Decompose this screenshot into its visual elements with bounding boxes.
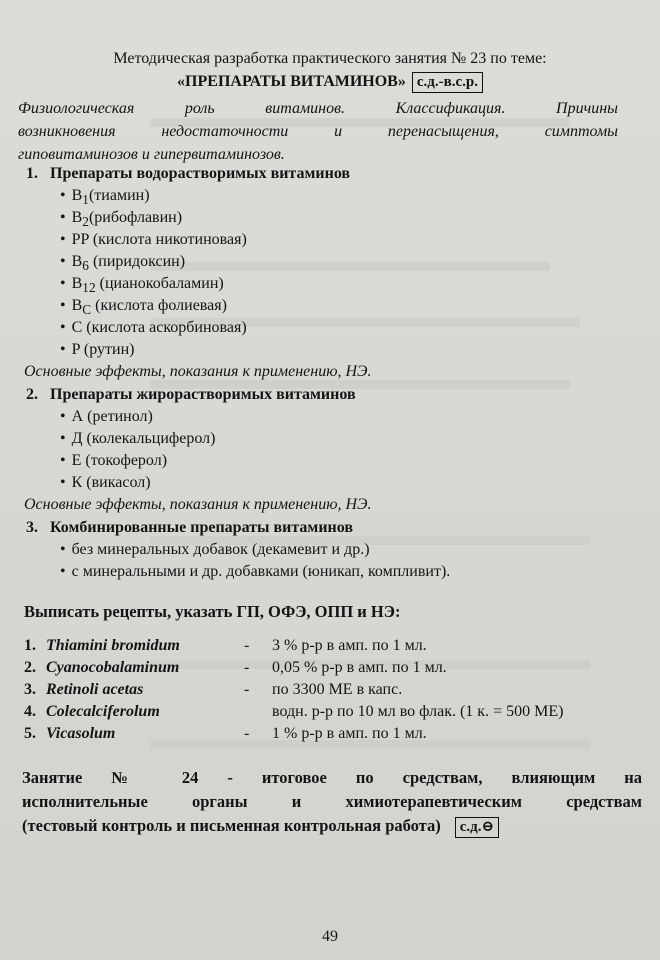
- list-item: • Д (колекальциферол): [60, 430, 215, 448]
- section-heading: [26, 519, 353, 537]
- section-heading: [26, 386, 356, 404]
- prescription-item: 1. Thiamini bromidum - 3 % р-р в амп. по 1 мл.: [24, 637, 427, 654]
- list-item: • $B_6$ (пиридоксин): [60, 253, 185, 274]
- section-number: 3.: [26, 519, 38, 536]
- section-title: Препараты жирорастворимых витаминов: [50, 386, 356, 403]
- list-item: • $B_{12}$ (цианокобаламин): [60, 275, 224, 296]
- header-line: Методическая разработка практического занятия № 23 по теме:: [113, 50, 547, 67]
- list-item: • К (викасол): [60, 474, 151, 492]
- page-number: 49: [322, 928, 338, 945]
- intro-line: гиповитаминозов и гипервитаминозов.: [18, 146, 285, 163]
- list-item: • Е (токоферол): [60, 452, 167, 470]
- section-note: Основные эффекты, показания к применению, НЭ.: [24, 363, 372, 380]
- bleed-through: [150, 262, 550, 271]
- list-item: • PP (кислота никотиновая): [60, 231, 247, 249]
- topic-code-box: с.д.-в.с.р.: [412, 72, 483, 93]
- section-heading: [26, 165, 350, 183]
- final-line: (тестовый контроль и письменная контрольная работа) с.д.⊖: [22, 814, 642, 838]
- final-code-box: с.д.⊖: [455, 817, 499, 838]
- list-item: • с минеральными и др. добавками (юникап, компливит).: [60, 563, 450, 581]
- final-line: Занятие № 24 - итоговое по средствам, влияющим на: [22, 768, 642, 787]
- list-item: • $B_C$ (кислота фолиевая): [60, 297, 227, 318]
- section-number: 1.: [26, 165, 38, 182]
- section-title: Препараты водорастворимых витаминов: [50, 165, 351, 182]
- topic-title: «ПРЕПАРАТЫ ВИТАМИНОВ»: [177, 73, 406, 90]
- list-item: • А (ретинол): [60, 408, 153, 426]
- section-note: Основные эффекты, показания к применению, НЭ.: [24, 496, 372, 513]
- prescription-item: 3. Retinoli acetas - по 3300 МЕ в капс.: [24, 681, 403, 698]
- intro-line: возникновения недостаточности и перенасыщения, симптомы: [18, 123, 618, 140]
- list-item: • $B_1(тиамин)$: [60, 187, 150, 208]
- section-title: Комбинированные препараты витаминов: [50, 519, 353, 536]
- final-line: исполнительные органы и химиотерапевтическим средствам: [22, 792, 642, 811]
- prescription-item: 2. Cyanocobalaminum - 0,05 % р-р в амп. по 1 мл.: [24, 659, 447, 676]
- list-item: • без минеральных добавок (декамевит и др.): [60, 541, 370, 559]
- list-item: • C (кислота аскорбиновая): [60, 319, 247, 337]
- list-item: • P (рутин): [60, 341, 134, 359]
- header-title-row: [0, 72, 660, 93]
- task-heading: Выписать рецепты, указать ГП, ОФЭ, ОПП и НЭ:: [24, 602, 401, 621]
- intro-line: Физиологическая роль витаминов. Классификация. Причины: [18, 100, 618, 117]
- section-number: 2.: [26, 386, 38, 403]
- prescription-item: 4. Colecalciferolum водн. р-р по 10 мл во флак. (1 к. = 500 МЕ): [24, 703, 564, 720]
- prescription-item: 5. Vicasolum - 1 % р-р в амп. по 1 мл.: [24, 725, 427, 742]
- list-item: • $B_2(рибофлавин)$: [60, 209, 182, 230]
